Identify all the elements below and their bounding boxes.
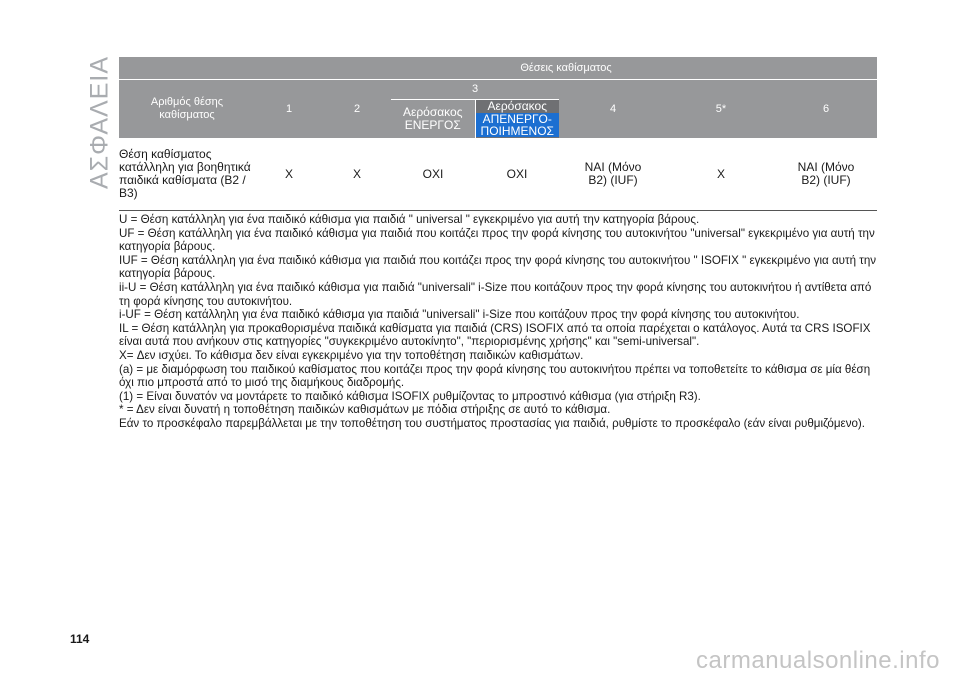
col3-airbag-on: Αερόσακος ΕΝΕΡΓΟΣ: [391, 100, 475, 139]
note-il: IL = Θέση κατάλληλη για προκαθορισμένα παιδικά καθίσματα για παιδιά (CRS) ISOFIX από τα οποία παρέχεται ο κατάλογος. Αυτά τα CRS ISOFIX είναι αυτά που ανήκουν στις κατηγορίες "συγκεκριμένο αυτοκίνητο", "περιορισμένης χρήσης" και "semi-universal".: [119, 321, 871, 349]
col-header-3: 3: [391, 80, 559, 100]
note-uf: UF = Θέση κατάλληλη για ένα παιδικό κάθισμα για παιδιά που κοιτάζει προς την φορά κίνησης του αυτοκινήτου "universal" εγκεκριμένο για αυτή την κατηγορία βάρους.: [119, 226, 875, 254]
row-label: Θέση καθίσματος κατάλληλη για βοηθητικά παιδικά καθίσματα (B2 / B3): [119, 138, 255, 211]
watermark: carmanualsonline.info: [696, 647, 940, 674]
note-asterisk: * = Δεν είναι δυνατή η τοποθέτηση παιδικών καθισμάτων με πόδια στήριξης σε αυτό το κάθισμα.: [119, 403, 611, 417]
col-header-2: 2: [323, 80, 391, 139]
note-u: U = Θέση κατάλληλη για ένα παιδικό κάθισμα για παιδιά " universal " εγκεκριμένο για αυτή την κατηγορία βάρους.: [119, 213, 700, 226]
cell-5: X: [667, 138, 775, 211]
cell-3a: ΟΧΙ: [391, 138, 475, 211]
cell-3b: ΟΧΙ: [475, 138, 559, 211]
table-title: Θέσεις καθίσματος: [255, 57, 877, 80]
note-headrest: Εάν το προσκέφαλο παρεμβάλλεται με την τοποθέτηση του συστήματος προστασίας για παιδιά, ρυθμίστε το προσκέφαλο (εάν είναι ρυθμιζόμενο).: [119, 416, 866, 430]
note-x: X= Δεν ισχύει. Το κάθισμα δεν είναι εγκεκριμένο για την τοποθέτηση παιδικών καθισμάτων.: [119, 348, 584, 362]
cell-2: X: [323, 138, 391, 211]
col3-airbag-off: [475, 100, 559, 139]
table-notes: [119, 213, 879, 431]
col-header-5: 5*: [667, 80, 775, 139]
note-ii-u: ii-U = Θέση κατάλληλη για ένα παιδικό κάθισμα για παιδιά "universali" i-Size που κοιτάζουν προς την φορά κίνησης του αυτοκινήτου ή αντίθετα από τη φορά κίνησης του αυτοκινήτου.: [119, 280, 872, 308]
note-i-uf: i-UF = Θέση κατάλληλη για ένα παιδικό κάθισμα για παιδιά "universali" i-Size που κοιτάζουν προς την φορά κίνησης του αυτοκινήτου.: [119, 308, 800, 322]
col-header-6: 6: [775, 80, 877, 139]
col-header-4: 4: [559, 80, 667, 139]
table-row: [119, 138, 877, 211]
section-title: ΑΣΦΑΛΕΙΑ: [85, 55, 114, 189]
seat-position-header: Αριθμός θέσης καθίσματος: [119, 80, 255, 139]
note-a: (a) = με διαμόρφωση του παιδικού καθίσματος που κοιτάζει προς την φορά κίνησης του αυτοκινήτου πρέπει να τοποθετείτε το κάθισμα σε μία θέση όχι πιο μπροστά από το μισό της διαμήκους διαδρομής.: [119, 362, 871, 390]
cell-1: X: [255, 138, 323, 211]
seat-positions-table-wrap: [119, 57, 877, 211]
note-1: (1) = Είναι δυνατόν να μοντάρετε το παιδικό κάθισμα ISOFIX ρυθμίζοντας το μπροστινό κάθισμα (για στήριξη R3).: [119, 389, 701, 403]
cell-6: ΝΑΙ (Μόνο B2) (IUF): [775, 138, 877, 211]
seat-positions-table: [119, 57, 877, 211]
page-number: 114: [70, 632, 90, 646]
table-corner: [119, 57, 255, 80]
note-iuf: IUF = Θέση κατάλληλη για ένα παιδικό κάθισμα για παιδιά που κοιτάζει προς την φορά κίνησης του αυτοκινήτου " ISOFIX " εγκεκριμένο για αυτή την κατηγορία βάρους.: [119, 253, 877, 281]
col3-airbag-off-line2: ΑΠΕΝΕΡΓΟ-ΠΟΙΗΜΕΝΟΣ: [476, 113, 560, 137]
cell-4: ΝΑΙ (Μόνο B2) (IUF): [559, 138, 667, 211]
col-header-1: 1: [255, 80, 323, 139]
col3-airbag-off-line1: Αερόσακος: [487, 99, 547, 113]
